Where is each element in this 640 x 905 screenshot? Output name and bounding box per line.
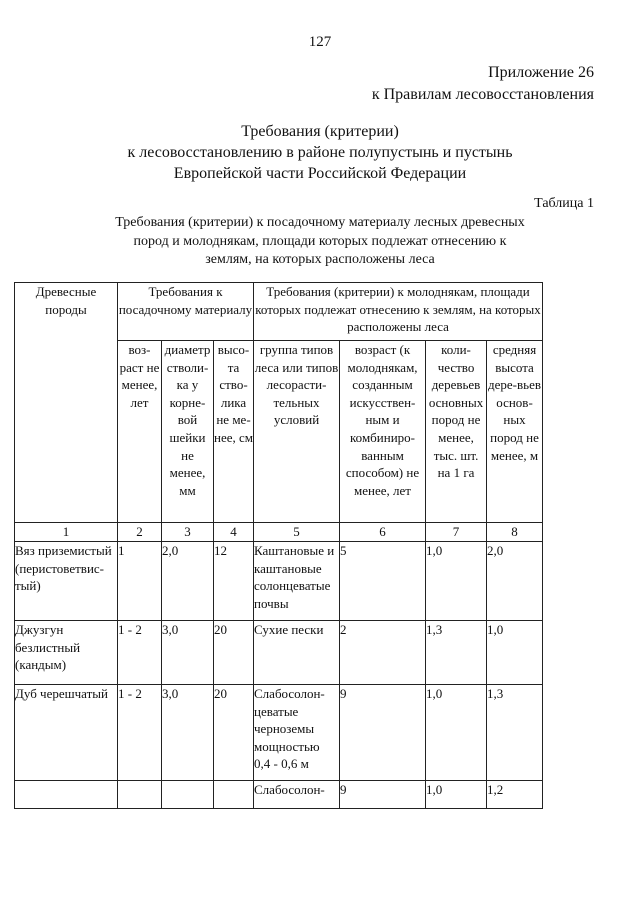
species-cell: Вяз приземистый (перистоветвис-тый)	[15, 542, 118, 621]
avg-height-cell: 2,0	[487, 542, 543, 621]
avg-height-header: средняя высота дере-вьев основ-ных пород не менее, м	[487, 341, 543, 523]
forest-type-header: группа типов леса или типов лесорасти-тельных условий	[254, 341, 340, 523]
forest-type-cell: Каштановые и каштановые солонцеватые почвы	[254, 542, 340, 621]
table-row	[15, 542, 543, 621]
avg-height-cell: 1,2	[487, 781, 543, 809]
species-cell: Джузгун безлистный (кандым)	[15, 621, 118, 685]
column-number: 4	[214, 523, 254, 542]
species-cell	[15, 781, 118, 809]
stand-age-header: возраст (к молоднякам, созданным искусствен-ным и комбиниро-ванным способом) не менее, лет	[340, 341, 426, 523]
young-stands-header: Требования (критерии) к молоднякам, площади которых подлежат отнесению к землям, на которых расположены леса	[254, 283, 543, 341]
table-row	[15, 685, 543, 781]
tree-count-header: коли-чество деревьев основных пород не менее, тыс. шт. на 1 га	[426, 341, 487, 523]
table-label: Таблица 1	[534, 196, 594, 211]
diameter-cell: 2,0	[162, 542, 214, 621]
diameter-cell: 3,0	[162, 621, 214, 685]
table-group-header-row	[15, 283, 543, 341]
height-cell	[214, 781, 254, 809]
table-caption: Требования (критерии) к посадочному материалу лесных древесных пород и молоднякам, площади которых подлежат отнесению к землям, на которых расположены леса	[115, 215, 525, 267]
column-number: 5	[254, 523, 340, 542]
height-cell: 20	[214, 685, 254, 781]
stand-age-cell: 9	[340, 781, 426, 809]
height-cell: 12	[214, 542, 254, 621]
age-cell: 1	[118, 542, 162, 621]
column-number: 7	[426, 523, 487, 542]
diameter-cell	[162, 781, 214, 809]
height-header: высо-та ство-лика не ме-нее, см	[214, 341, 254, 523]
forest-type-cell: Слабосолон-	[254, 781, 340, 809]
tree-count-cell: 1,0	[426, 685, 487, 781]
tree-count-cell: 1,3	[426, 621, 487, 685]
stand-age-cell: 9	[340, 685, 426, 781]
column-number: 8	[487, 523, 543, 542]
tree-count-cell: 1,0	[426, 542, 487, 621]
age-cell: 1 - 2	[118, 685, 162, 781]
column-number-row	[15, 523, 543, 542]
document-title	[0, 121, 640, 184]
page-number: 127	[308, 34, 332, 50]
diameter-cell: 3,0	[162, 685, 214, 781]
title-line-1: Требования (критерии)	[241, 123, 399, 140]
diameter-header: диаметр стволи-ка у корне-вой шейки не менее, мм	[162, 341, 214, 523]
appendix-number: Приложение 26	[488, 64, 594, 81]
age-cell: 1 - 2	[118, 621, 162, 685]
forest-type-cell: Сухие пески	[254, 621, 340, 685]
species-cell: Дуб черешчатый	[15, 685, 118, 781]
species-header: Древесные породы	[15, 283, 118, 523]
table-row	[15, 621, 543, 685]
column-number: 6	[340, 523, 426, 542]
title-line-2: к лесовосстановлению в районе полупустынь и пустынь	[127, 144, 513, 161]
stand-age-cell: 2	[340, 621, 426, 685]
table-row	[15, 781, 543, 809]
planting-material-header: Требования к посадочному материалу	[118, 283, 254, 341]
appendix-reference: к Правилам лесовосстановления	[371, 86, 594, 103]
column-number: 1	[15, 523, 118, 542]
tree-count-cell: 1,0	[426, 781, 487, 809]
title-line-3: Европейской части Российской Федерации	[173, 165, 467, 182]
height-cell: 20	[214, 621, 254, 685]
column-number: 2	[118, 523, 162, 542]
column-number: 3	[162, 523, 214, 542]
avg-height-cell: 1,3	[487, 685, 543, 781]
forest-type-cell: Слабосолон-цеватые черноземы мощностью 0,4 - 0,6 м	[254, 685, 340, 781]
avg-height-cell: 1,0	[487, 621, 543, 685]
age-header: воз-раст не менее, лет	[118, 341, 162, 523]
requirements-table	[14, 282, 543, 809]
age-cell	[118, 781, 162, 809]
stand-age-cell: 5	[340, 542, 426, 621]
